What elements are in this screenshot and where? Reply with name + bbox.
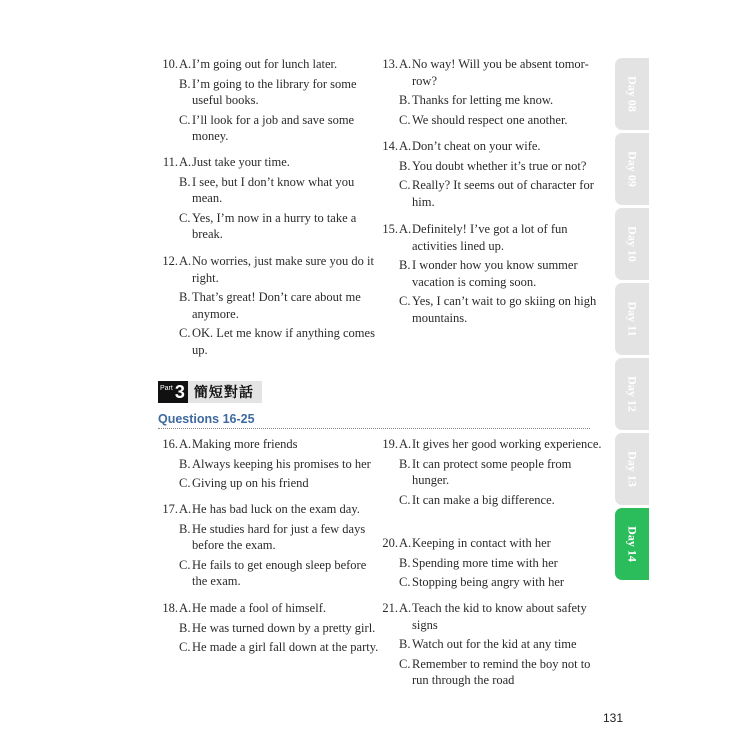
question-number: 16.: [162, 437, 178, 451]
question-17: [158, 501, 383, 593]
question-number: 19.: [382, 437, 398, 451]
question-number: 12.: [162, 254, 178, 268]
question-10: [158, 56, 383, 148]
questions-range-heading: Questions 16-25: [158, 412, 255, 426]
option-a: 18. A. He made a fool of himself.: [158, 600, 383, 617]
option-a: 21. A. Teach the kid to know about safety signs: [378, 600, 603, 633]
option-c: C. I’ll look for a job and save some money.: [179, 112, 355, 143]
question-number: 18.: [162, 601, 178, 615]
part-3-heading: [158, 381, 262, 403]
option-b: B. I see, but I don’t know what you mean.: [179, 174, 355, 205]
option-c: C. Yes, I’m now in a hurry to take a break.: [179, 210, 357, 241]
option-a: 13. A. No way! Will you be absent tomor-row?: [378, 56, 603, 89]
option-b: B. You doubt whether it’s true or not?: [399, 158, 587, 173]
option-b: B. I wonder how you know summer vacation is coming soon.: [399, 258, 578, 289]
option-a: 20. A. Keeping in contact with her: [378, 535, 603, 552]
question-11: [158, 154, 383, 246]
option-c: C. It can make a big difference.: [399, 492, 555, 507]
question-number: 15.: [382, 222, 398, 236]
option-c: C. Giving up on his friend: [179, 476, 309, 490]
option-b: B. I’m going to the library for some useful books.: [179, 76, 357, 107]
option-c: C. Really? It seems out of character for him.: [399, 178, 594, 209]
question-18: [158, 600, 383, 659]
day-tab-14[interactable]: Day 14: [615, 508, 649, 580]
question-number: 11.: [162, 155, 178, 169]
question-20: [378, 535, 603, 594]
question-number: 21.: [382, 601, 398, 615]
option-a: 15. A. Definitely! I’ve got a lot of fun activities lined up.: [378, 221, 603, 254]
question-16: [158, 436, 383, 495]
option-b: B. Thanks for letting me know.: [399, 93, 554, 107]
question-12: [158, 253, 383, 361]
question-14: [378, 138, 603, 213]
option-b: B. Always keeping his promises to her: [179, 456, 371, 471]
option-c: C. He made a girl fall down at the party.: [179, 640, 379, 654]
question-number: 13.: [382, 57, 398, 71]
question-21: [378, 600, 603, 692]
question-number: 14.: [382, 139, 398, 153]
day-tab-10[interactable]: Day 10: [615, 208, 649, 280]
day-tab-11[interactable]: Day 11: [615, 283, 649, 355]
question-number: 20.: [382, 536, 398, 550]
option-b: B. That’s great! Don’t care about me anymore.: [179, 290, 361, 321]
option-c: C. Stopping being angry with her: [399, 575, 565, 589]
option-a: 16. A. Making more friends: [158, 436, 383, 453]
question-15: [378, 221, 603, 329]
option-c: C. He fails to get enough sleep before the exam.: [179, 557, 367, 588]
day-tab-09[interactable]: Day 09: [615, 133, 649, 205]
option-c: C. Remember to remind the boy not to run through the road: [399, 656, 591, 687]
part-badge: [158, 381, 188, 403]
page-number: 131: [603, 711, 624, 725]
option-c: C. Yes, I can’t wait to go skiing on high mountains.: [399, 294, 597, 325]
option-a: 17. A. He has bad luck on the exam day.: [158, 501, 383, 518]
option-b: B. Watch out for the kid at any time: [399, 637, 577, 651]
option-a: 19. A. It gives her good working experience.: [378, 436, 603, 453]
part-title: 簡短對話: [188, 381, 262, 403]
question-number: 10.: [162, 57, 178, 71]
question-number: 17.: [162, 502, 178, 516]
question-13: [378, 56, 603, 131]
day-tab-12[interactable]: Day 12: [615, 358, 649, 430]
option-c: C. We should respect one another.: [399, 112, 568, 127]
day-tab-13[interactable]: Day 13: [615, 433, 649, 505]
option-a: 12. A. No worries, just make sure you do it right.: [158, 253, 383, 286]
option-b: B. He studies hard for just a few days before the exam.: [179, 521, 366, 552]
question-19: [378, 436, 603, 511]
dotted-divider: [158, 428, 590, 429]
option-b: B. It can protect some people from hunger.: [399, 456, 572, 487]
option-b: B. He was turned down by a pretty girl.: [179, 620, 376, 635]
option-a: 10. A. I’m going out for lunch later.: [158, 56, 383, 73]
part-word: Part: [160, 385, 173, 392]
part-digit: 3: [174, 381, 185, 402]
option-b: B. Spending more time with her: [399, 555, 558, 570]
day-tab-08[interactable]: Day 08: [615, 58, 649, 130]
option-a: 14. A. Don’t cheat on your wife.: [378, 138, 603, 155]
option-a: 11. A. Just take your time.: [158, 154, 383, 171]
option-c: C. OK. Let me know if anything comes up.: [179, 326, 375, 357]
